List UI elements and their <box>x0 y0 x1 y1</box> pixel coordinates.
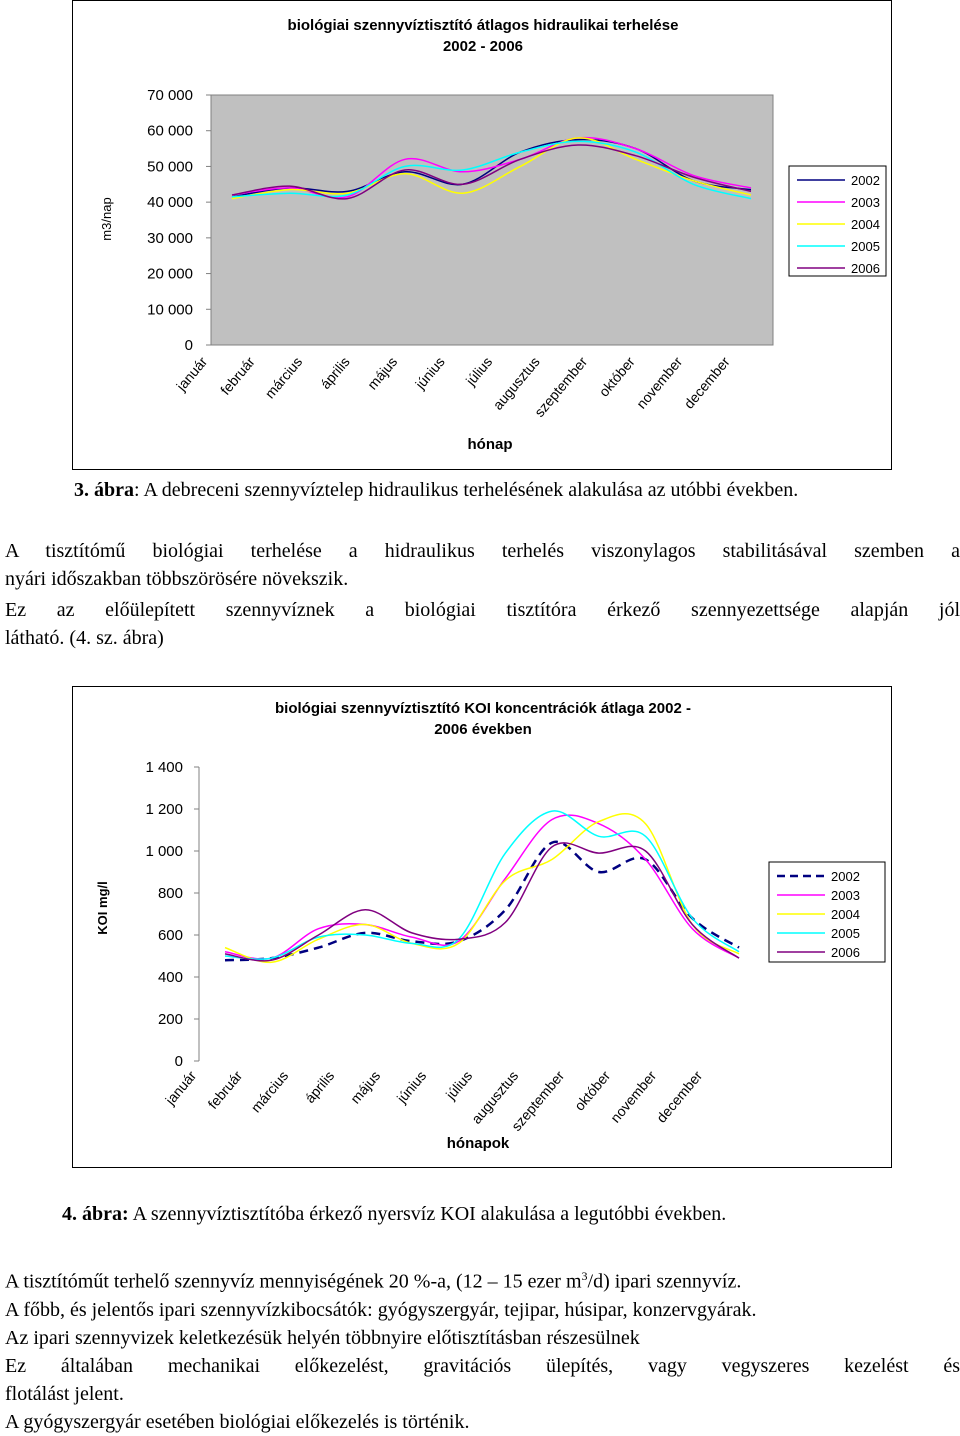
x-category-label: május <box>347 1067 384 1107</box>
series-line-2005 <box>225 811 739 959</box>
x-category-label: június <box>412 353 448 392</box>
x-category-label: március <box>261 353 306 402</box>
y-tick-label: 1 400 <box>145 759 183 776</box>
legend-label-2004: 2004 <box>831 907 860 922</box>
paragraph-6-line-2: flotálást jelent. <box>5 1382 124 1405</box>
y-tick-label: 1 000 <box>145 843 183 860</box>
legend-label-2006: 2006 <box>851 261 880 276</box>
paragraph-2 <box>5 596 960 652</box>
y-tick-label: 800 <box>157 885 183 902</box>
paragraph-3-text-a: A tisztítóműt terhelő szennyvíz mennyiségének 20 %-a, (12 – 15 ezer m <box>5 1270 582 1293</box>
x-category-label: november <box>607 1067 660 1126</box>
y-tick-label: 40 000 <box>147 194 193 212</box>
y-tick-label: 400 <box>157 969 183 986</box>
x-category-label: március <box>247 1067 292 1116</box>
chart-title-line: 2002 - 2006 <box>442 38 524 55</box>
legend-label-2005: 2005 <box>851 239 880 254</box>
legend-label-2003: 2003 <box>831 888 860 903</box>
y-tick-label: 50 000 <box>147 158 193 176</box>
figure-4-text: A szennyvíztisztítóba érkező nyersvíz KOI alakulása a legutóbbi években. <box>128 1203 727 1225</box>
y-tick-label: 600 <box>157 927 183 944</box>
series-line-2003 <box>225 815 739 959</box>
x-category-label: július <box>462 353 496 389</box>
y-tick-label: 0 <box>174 1053 183 1070</box>
y-tick-label: 10 000 <box>147 301 193 319</box>
y-tick-label: 1 200 <box>145 801 183 818</box>
x-category-label: október <box>571 1067 614 1114</box>
x-category-label: január <box>173 353 211 394</box>
paragraph-3-text-b: /d) ipari szennyvíz. <box>587 1270 742 1293</box>
y-tick-label: 20 000 <box>147 265 193 283</box>
x-category-label: november <box>633 353 686 412</box>
y-tick-label: 60 000 <box>147 122 193 140</box>
x-category-label: június <box>393 1067 430 1106</box>
legend-label-2006: 2006 <box>831 945 860 960</box>
paragraph-1-line-1: A tisztítómű biológiai terhelése a hidraulikus terhelés viszonylagos stabilitásával szemben a <box>5 540 960 562</box>
x-category-label: április <box>317 353 353 392</box>
chart-title-line: 2006 években <box>434 721 532 738</box>
y-tick-label: 30 000 <box>147 229 193 247</box>
paragraph-3 <box>5 1262 960 1436</box>
legend-label-2002: 2002 <box>831 869 860 884</box>
y-tick-label: 200 <box>157 1011 183 1028</box>
y-axis-label: m3/nap <box>99 197 114 241</box>
legend-label-2002: 2002 <box>851 173 880 188</box>
paragraph-6-line-1: Ez általában mechanikai előkezelést, gravitációs ülepítés, vagy vegyszeres kezelést és <box>5 1354 960 1377</box>
x-category-label: május <box>364 353 401 393</box>
y-axis-label: KOI mg/l <box>95 881 110 935</box>
koi-concentration-chart <box>72 686 892 1168</box>
x-category-label: szeptember <box>508 1067 568 1134</box>
plot-area <box>211 95 773 345</box>
y-tick-label: 70 000 <box>147 87 193 104</box>
x-category-label: július <box>442 1067 476 1103</box>
x-category-label: április <box>301 1067 338 1106</box>
x-axis-label: hónapok <box>446 1135 510 1152</box>
legend-label-2005: 2005 <box>831 926 860 941</box>
y-tick-label: 0 <box>184 337 193 354</box>
x-category-label: január <box>162 1067 200 1108</box>
figure-3-caption <box>74 479 798 502</box>
hydraulic-load-chart <box>72 0 892 470</box>
paragraph-4: A főbb, és jelentős ipari szennyvízkibocsátók: gyógyszergyár, tejipar, húsipar, konzervgyárak. <box>5 1298 757 1321</box>
hydraulic-load-chart-svg <box>73 1 891 469</box>
paragraph-7: A gyógyszergyár esetében biológiai előkezelés is történik. <box>5 1410 470 1433</box>
koi-concentration-chart-svg <box>73 687 891 1167</box>
paragraph-5: Az ipari szennyvizek keletkezésük helyén többnyire előtisztításban részesülnek <box>5 1326 640 1349</box>
series-line-2004 <box>225 814 739 963</box>
chart-title-line: biológiai szennyvíztisztító átlagos hidraulikai terhelése <box>287 17 679 34</box>
x-category-label: augusztus <box>489 353 543 413</box>
legend-label-2004: 2004 <box>851 217 880 232</box>
paragraph-1 <box>5 537 960 593</box>
paragraph-3-line <box>5 1262 960 1296</box>
x-category-label: október <box>595 353 638 400</box>
paragraph-2-line-2: látható. (4. sz. ábra) <box>5 627 164 649</box>
figure-3-label: 3. ábra <box>74 479 134 501</box>
x-category-label: február <box>204 1067 246 1112</box>
chart-title-line: biológiai szennyvíztisztító KOI koncentrációk átlaga 2002 - <box>275 700 691 717</box>
paragraph-1-line-2: nyári időszakban többszörösére növekszik. <box>5 568 349 590</box>
x-category-label: február <box>217 353 258 398</box>
legend-label-2003: 2003 <box>851 195 880 210</box>
x-axis-label: hónap <box>467 436 513 453</box>
legend-box <box>769 862 885 962</box>
paragraph-3-superscript: 3 <box>581 1269 588 1283</box>
paragraph-2-line-1: Ez az előülepített szennyvíznek a biológiai tisztítóra érkező szennyezettsége alapján jól <box>5 599 960 621</box>
x-category-label: augusztus <box>468 1067 522 1127</box>
x-category-label: december <box>653 1067 706 1126</box>
figure-4-caption <box>62 1203 726 1226</box>
figure-4-label: 4. ábra: <box>62 1203 129 1225</box>
x-category-label: december <box>680 353 733 412</box>
x-category-label: szeptember <box>531 353 591 420</box>
figure-3-text: : A debreceni szennyvíztelep hidraulikus terhelésének alakulása az utóbbi években. <box>134 479 799 501</box>
